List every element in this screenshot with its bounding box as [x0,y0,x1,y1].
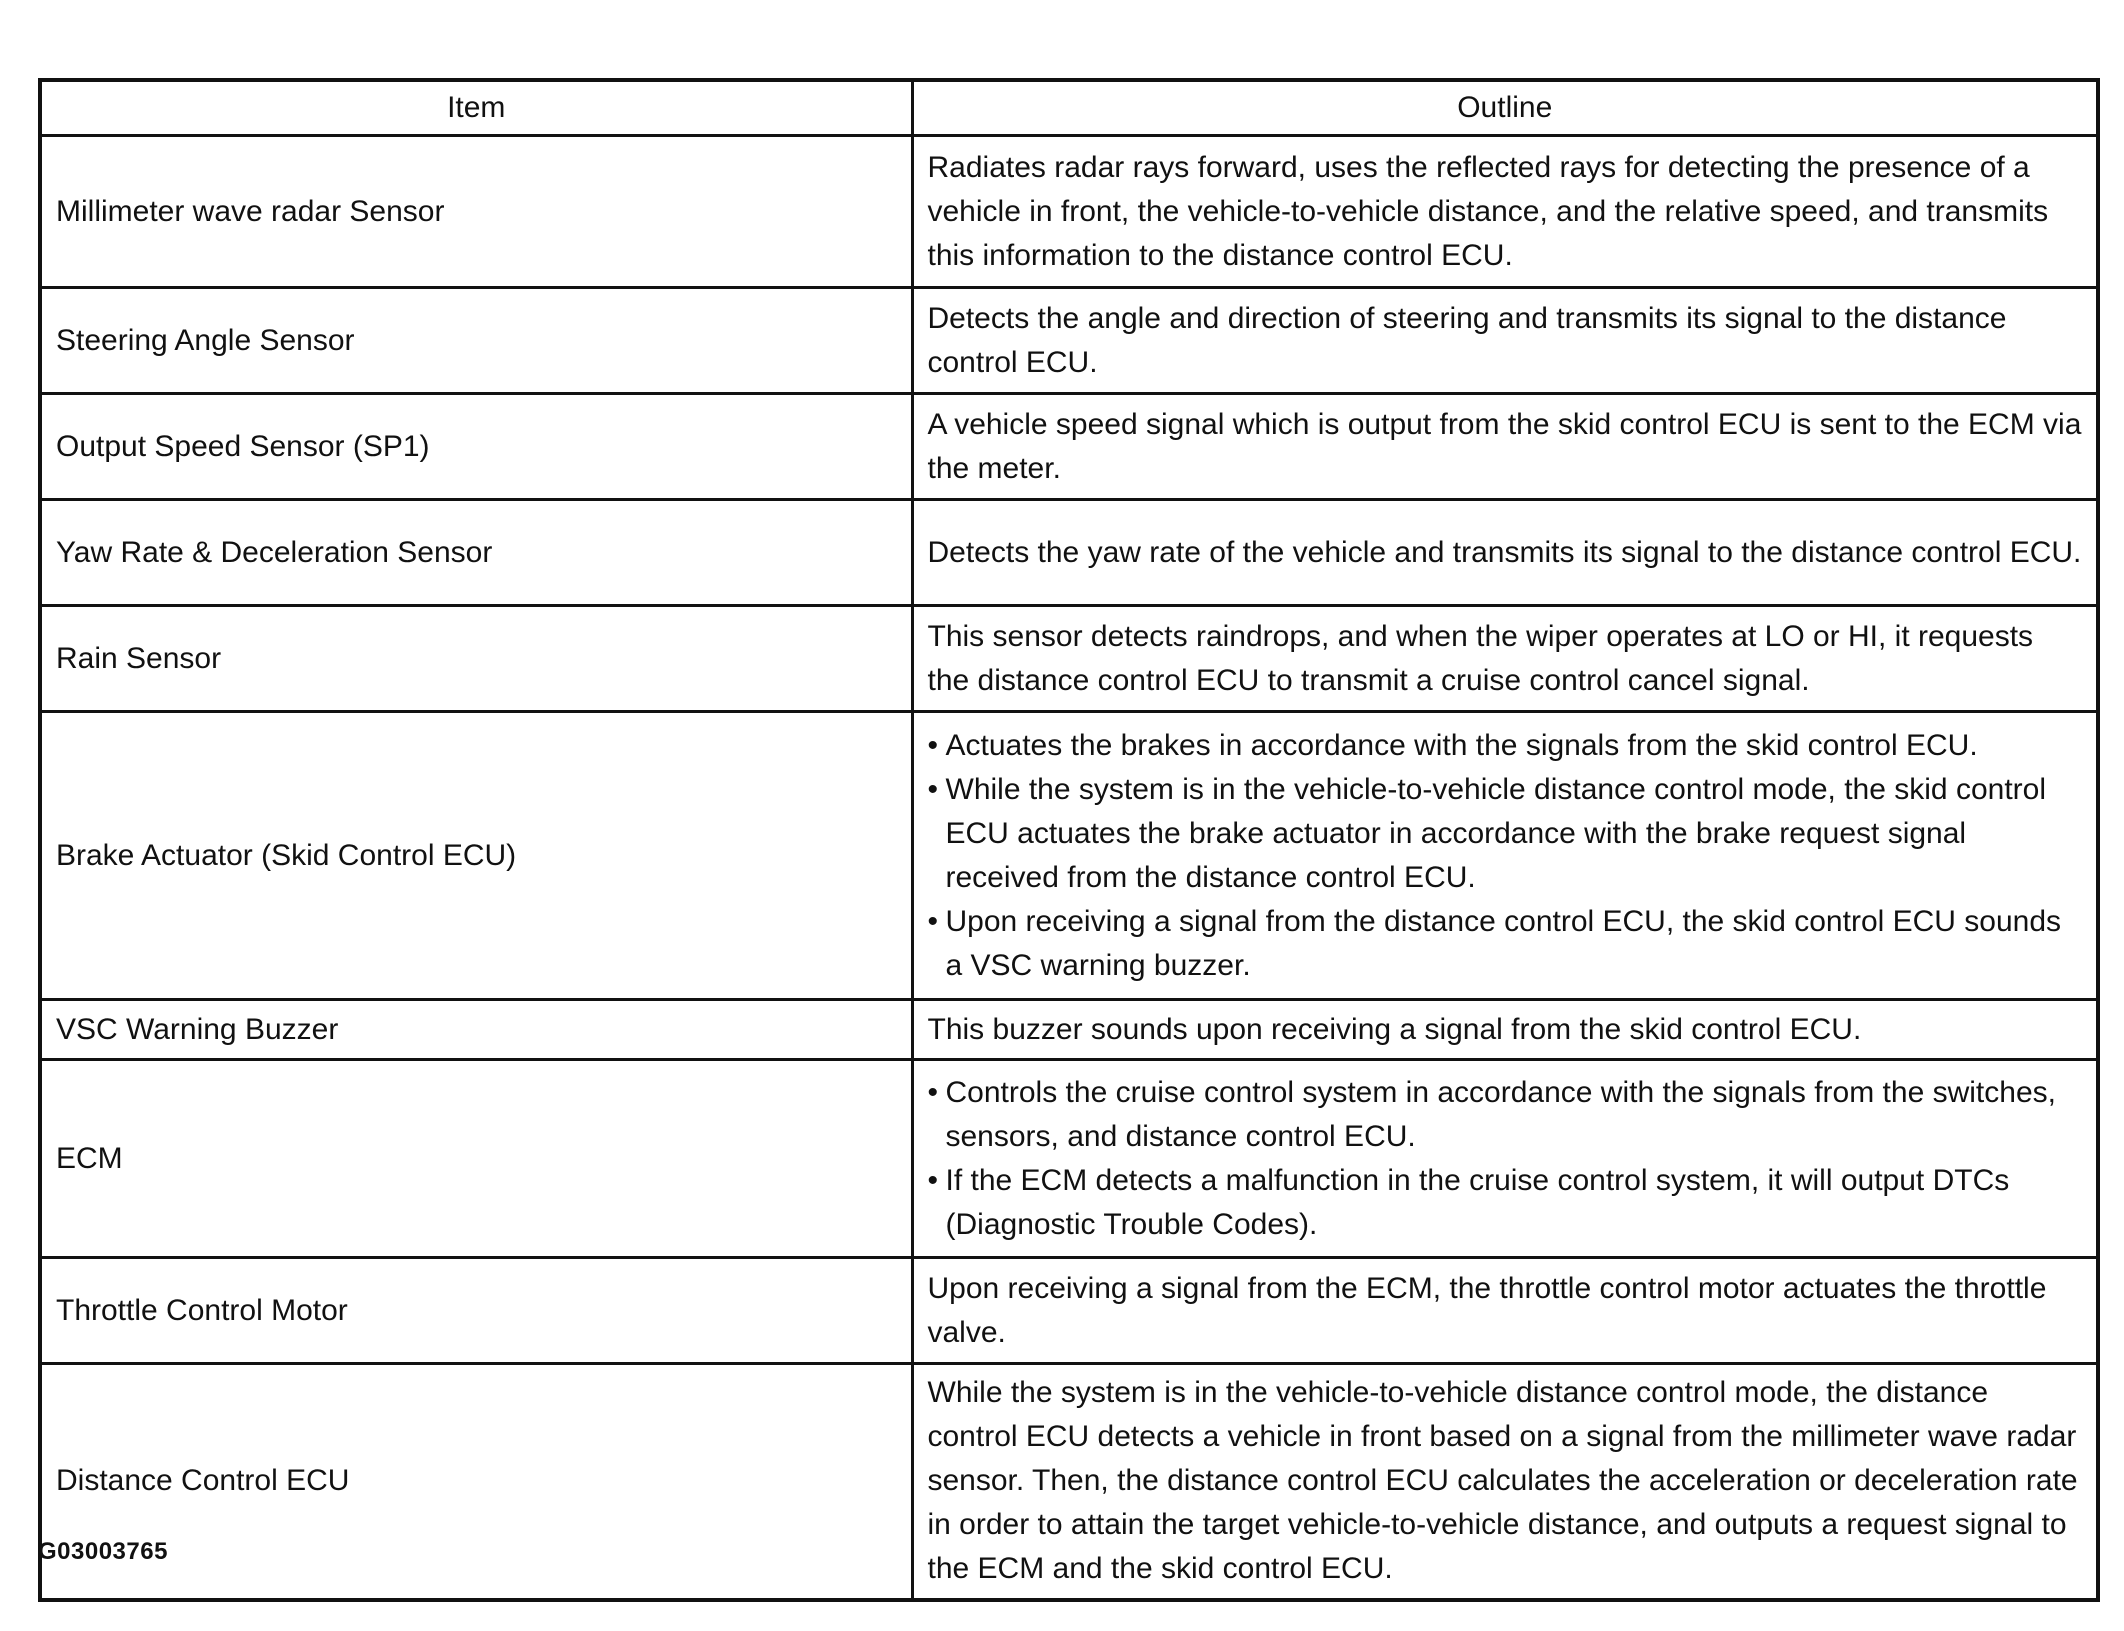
outline-text: This sensor detects raindrops, and when the wiper operates at LO or HI, it requests the distance control ECU to transmit a cruise control cancel signal. [927,619,2034,697]
outline-cell [912,500,2098,606]
outline-bullet-item: • Actuates the brakes in accordance with the signals from the skid control ECU. [928,724,2083,768]
table-row [40,394,2098,500]
outline-cell [912,288,2098,394]
table-header-row [40,80,2098,136]
outline-bullet-list [928,1071,2083,1247]
outline-bullet-item: • If the ECM detects a malfunction in the cruise control system, it will output DTCs (Diagnostic Trouble Codes). [928,1159,2083,1247]
table-row [40,136,2098,288]
table-row [40,288,2098,394]
outline-bullet-item: • While the system is in the vehicle-to-vehicle distance control mode, the skid control ECU actuates the brake actuator in accordance with the brake request signal received from the distance control ECU. [928,768,2083,900]
outline-text: A vehicle speed signal which is output from the skid control ECU is sent to the ECM via the meter. [927,407,2082,485]
outline-bullet-item: • Upon receiving a signal from the distance control ECU, the skid control ECU sounds a VSC warning buzzer. [928,900,2083,988]
table-row [40,1000,2098,1060]
item-cell: ECM [40,1060,912,1258]
outline-cell [912,1060,2098,1258]
item-cell: Yaw Rate & Deceleration Sensor [40,500,912,606]
outline-cell [912,136,2098,288]
table-row [40,1060,2098,1258]
header-item: Item [40,80,912,136]
item-cell: VSC Warning Buzzer [40,1000,912,1060]
outline-text: This buzzer sounds upon receiving a signal from the skid control ECU. [927,1012,1862,1046]
table-row [40,712,2098,1000]
figure-id: G03003765 [38,1538,168,1565]
item-cell: Rain Sensor [40,606,912,712]
outline-cell [912,712,2098,1000]
table-row [40,606,2098,712]
table-row [40,1364,2098,1600]
table-body [40,136,2098,1600]
item-cell: Steering Angle Sensor [40,288,912,394]
item-cell: Throttle Control Motor [40,1258,912,1364]
outline-cell [912,1000,2098,1060]
header-outline: Outline [912,80,2098,136]
outline-cell [912,1364,2098,1600]
outline-text: Detects the yaw rate of the vehicle and transmits its signal to the distance control ECU. [927,535,2082,569]
outline-text: Radiates radar rays forward, uses the reflected rays for detecting the presence of a vehicle in front, the vehicle-to-vehicle distance, and the relative speed, and transmits this information to the distance control ECU. [927,150,2049,272]
item-cell: Output Speed Sensor (SP1) [40,394,912,500]
outline-cell [912,606,2098,712]
outline-text: Upon receiving a signal from the ECM, the throttle control motor actuates the throttle valve. [927,1271,2047,1349]
outline-text: While the system is in the vehicle-to-vehicle distance control mode, the distance control ECU detects a vehicle in front based on a signal from the millimeter wave radar sensor. Then, the distance control ECU calculates the acceleration or deceleration rate in order to attain the target vehicle-to-vehicle distance, and outputs a request signal to the ECM and the skid control ECU. [927,1376,2078,1586]
outline-cell [912,394,2098,500]
item-cell: Millimeter wave radar Sensor [40,136,912,288]
outline-bullet-item: • Controls the cruise control system in accordance with the signals from the switches, sensors, and distance control ECU. [928,1071,2083,1159]
item-cell: Brake Actuator (Skid Control ECU) [40,712,912,1000]
outline-bullet-list [928,724,2083,988]
table-row [40,1258,2098,1364]
outline-text: Detects the angle and direction of steering and transmits its signal to the distance control ECU. [927,301,2007,379]
table-row [40,500,2098,606]
component-outline-table [38,78,2100,1602]
outline-cell [912,1258,2098,1364]
item-cell: Distance Control ECU [40,1364,912,1600]
